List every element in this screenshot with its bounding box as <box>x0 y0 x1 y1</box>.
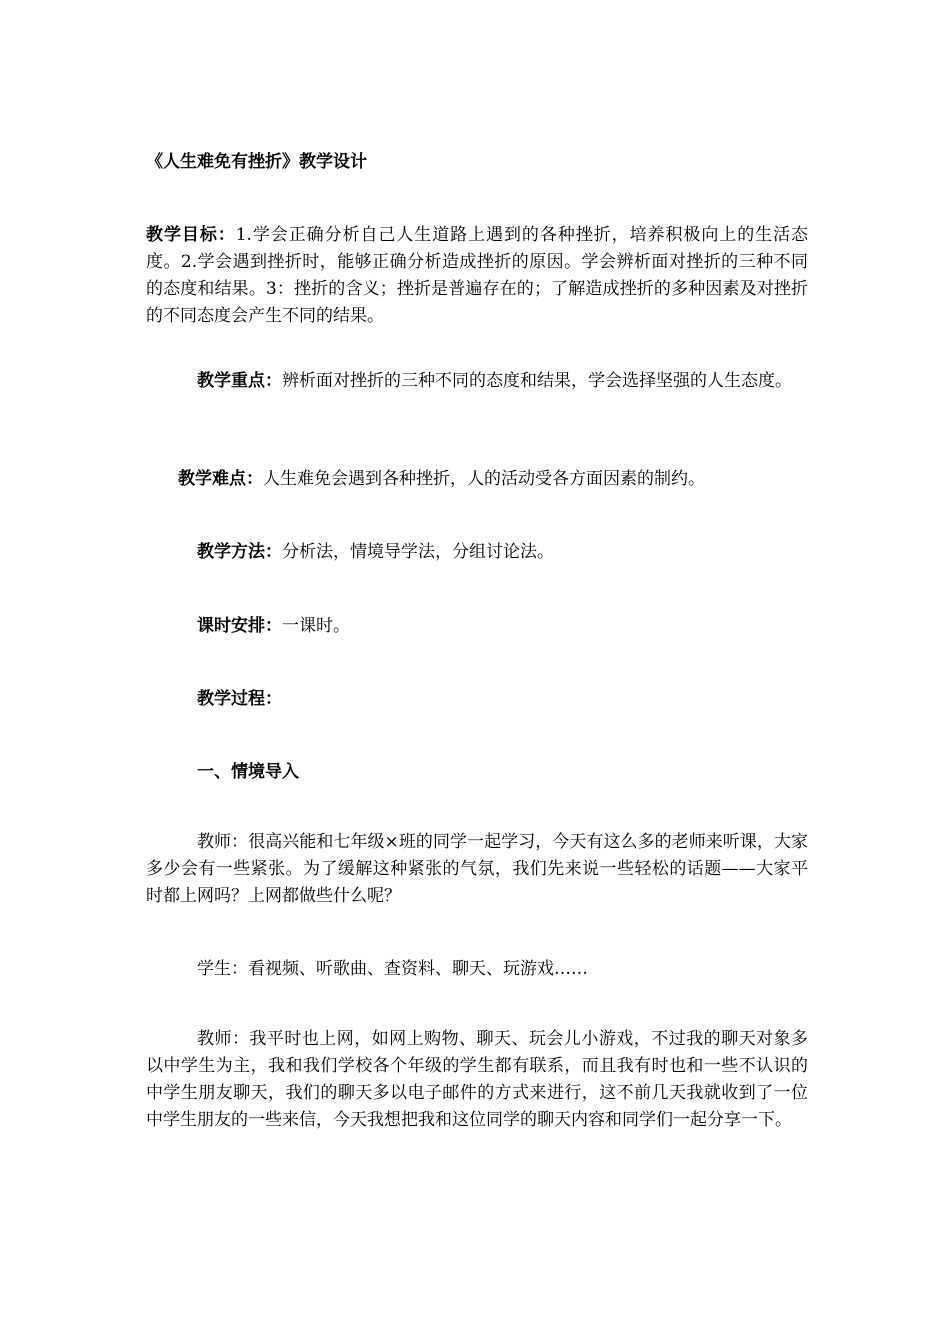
key-points-label: 教学重点： <box>197 371 282 391</box>
methods-label: 教学方法： <box>197 542 282 562</box>
teaching-process-heading <box>146 686 808 713</box>
methods-text: 分析法，情境导学法，分组讨论法。 <box>282 542 554 562</box>
key-points-text: 辨析面对挫折的三种不同的态度和结果，学会选择坚强的人生态度。 <box>282 371 792 391</box>
dialogue-paragraph: 学生：看视频、听歌曲、查资料、聊天、玩游戏…… <box>197 959 588 979</box>
teaching-key-points <box>146 368 808 395</box>
teaching-difficulties <box>146 466 808 493</box>
teaching-methods <box>146 539 808 566</box>
document-title: 《人生难免有挫折》教学设计 <box>146 152 367 172</box>
objectives-text: 1.学会正确分析自己人生道路上遇到的各种挫折，培养积极向上的生活态度。2.学会遇到挫折时，能够正确分析造成挫折的原因。学会辨析面对挫折的三种不同的态度和结果。3：挫折的含义；挫折是普遍存在的；了解造成挫折的多种因素及对挫折的不同态度会产生不同的结果。 <box>146 225 809 326</box>
schedule-label: 课时安排： <box>197 616 282 636</box>
difficulties-text: 人生难免会遇到各种挫折，人的活动受各方面因素的制约。 <box>263 469 705 489</box>
section-one-heading <box>146 759 808 786</box>
teaching-objectives <box>146 222 808 330</box>
difficulties-label: 教学难点： <box>178 469 263 489</box>
dialogue-paragraph: 教师：我平时也上网，如网上购物、聊天、玩会儿小游戏，不过我的聊天对象多以中学生为主，我和我们学校各个年级的学生都有联系，而且我有时也和一些不认识的中学生朋友聊天，我们的聊天多以电子邮件的方式来进行，这不前几天我就收到了一位中学生朋友的一些来信，今天我想把我和这位同学的聊天内容和同学们一起分享一下。 <box>146 1029 808 1130</box>
schedule-text: 一课时。 <box>282 616 350 636</box>
objectives-label: 教学目标： <box>146 225 236 245</box>
dialogue-paragraph: 教师：很高兴能和七年级×班的同学一起学习，今天有这么多的老师来听课，大家多少会有一些紧张。为了缓解这种紧张的气氛，我们先来说一些轻松的话题——大家平时都上网吗？上网都做些什么呢？ <box>146 832 808 906</box>
section-one-label: 一、情境导入 <box>197 762 299 782</box>
class-schedule <box>146 613 808 640</box>
process-label: 教学过程： <box>197 689 282 709</box>
